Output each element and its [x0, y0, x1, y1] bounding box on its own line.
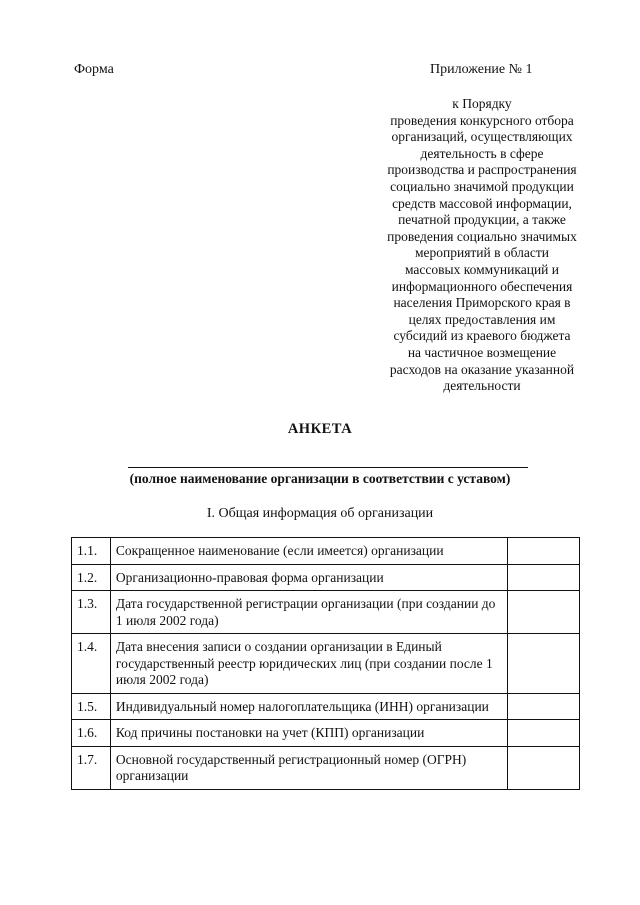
- appendix-number: Приложение № 1: [430, 62, 533, 77]
- form-label: Форма: [74, 62, 114, 77]
- table-row: [72, 564, 580, 591]
- table-row: [72, 720, 580, 747]
- appendix-line: целях предоставления им: [408, 311, 556, 327]
- row-value-cell[interactable]: [507, 746, 579, 789]
- table-row: [72, 693, 580, 720]
- appendix-line: проведения конкурсного отбора: [390, 112, 574, 128]
- appendix-line: производства и распространения: [387, 162, 577, 178]
- row-label: Сокращенное наименование (если имеется) организации: [110, 538, 507, 565]
- appendix-line: населения Приморского края в: [393, 295, 571, 311]
- appendix-line: деятельность в сфере: [420, 145, 544, 161]
- table-row: [72, 746, 580, 789]
- appendix-line: расходов на оказание указанной: [389, 361, 575, 377]
- appendix-line: субсидий из краевого бюджета: [393, 328, 571, 344]
- organization-name-caption: (полное наименование организации в соответствии с уставом): [129, 471, 511, 486]
- section-heading: I. Общая информация об организации: [206, 506, 434, 521]
- row-label: Организационно-правовая форма организации: [110, 564, 507, 591]
- row-number: 1.4.: [72, 634, 111, 694]
- row-value-cell[interactable]: [507, 720, 579, 747]
- appendix-line: мероприятий в области: [414, 245, 550, 261]
- row-number: 1.6.: [72, 720, 111, 747]
- row-value-cell[interactable]: [507, 693, 579, 720]
- document-title: АНКЕТА: [287, 421, 353, 437]
- appendix-line: массовых коммуникаций и: [404, 261, 560, 277]
- appendix-line: печатной продукции, а также: [398, 212, 566, 228]
- appendix-line: проведения социально значимых: [387, 228, 577, 244]
- general-info-table: [71, 537, 580, 790]
- row-label: Дата внесения записи о создании организации в Единый государственный реестр юридических лиц (при создании после 1 июля 2002 года): [110, 634, 507, 694]
- row-label: Основной государственный регистрационный номер (ОГРН) организации: [110, 746, 507, 789]
- appendix-line: организаций, осуществляющих: [391, 129, 573, 145]
- row-label: Индивидуальный номер налогоплательщика (ИНН) организации: [110, 693, 507, 720]
- appendix-line: на частичное возмещение: [407, 344, 557, 360]
- table-row: [72, 538, 580, 565]
- organization-name-fill-line[interactable]: [128, 467, 528, 468]
- table-row: [72, 591, 580, 634]
- table-row: [72, 634, 580, 694]
- row-number: 1.7.: [72, 746, 111, 789]
- row-label: Код причины постановки на учет (КПП) организации: [110, 720, 507, 747]
- row-number: 1.5.: [72, 693, 111, 720]
- appendix-line: к Порядку: [452, 96, 512, 111]
- row-value-cell[interactable]: [507, 538, 579, 565]
- appendix-line: деятельности: [443, 378, 521, 394]
- appendix-line: информационного обеспечения: [391, 278, 573, 294]
- appendix-line: средств массовой информации,: [392, 195, 572, 211]
- appendix-line: социально значимой продукции: [390, 178, 574, 194]
- row-value-cell[interactable]: [507, 591, 579, 634]
- row-label: Дата государственной регистрации организации (при создании до 1 июля 2002 года): [110, 591, 507, 634]
- row-number: 1.3.: [72, 591, 111, 634]
- appendix-reference-block: [356, 96, 608, 395]
- row-number: 1.2.: [72, 564, 111, 591]
- row-value-cell[interactable]: [507, 564, 579, 591]
- row-number: 1.1.: [72, 538, 111, 565]
- row-value-cell[interactable]: [507, 634, 579, 694]
